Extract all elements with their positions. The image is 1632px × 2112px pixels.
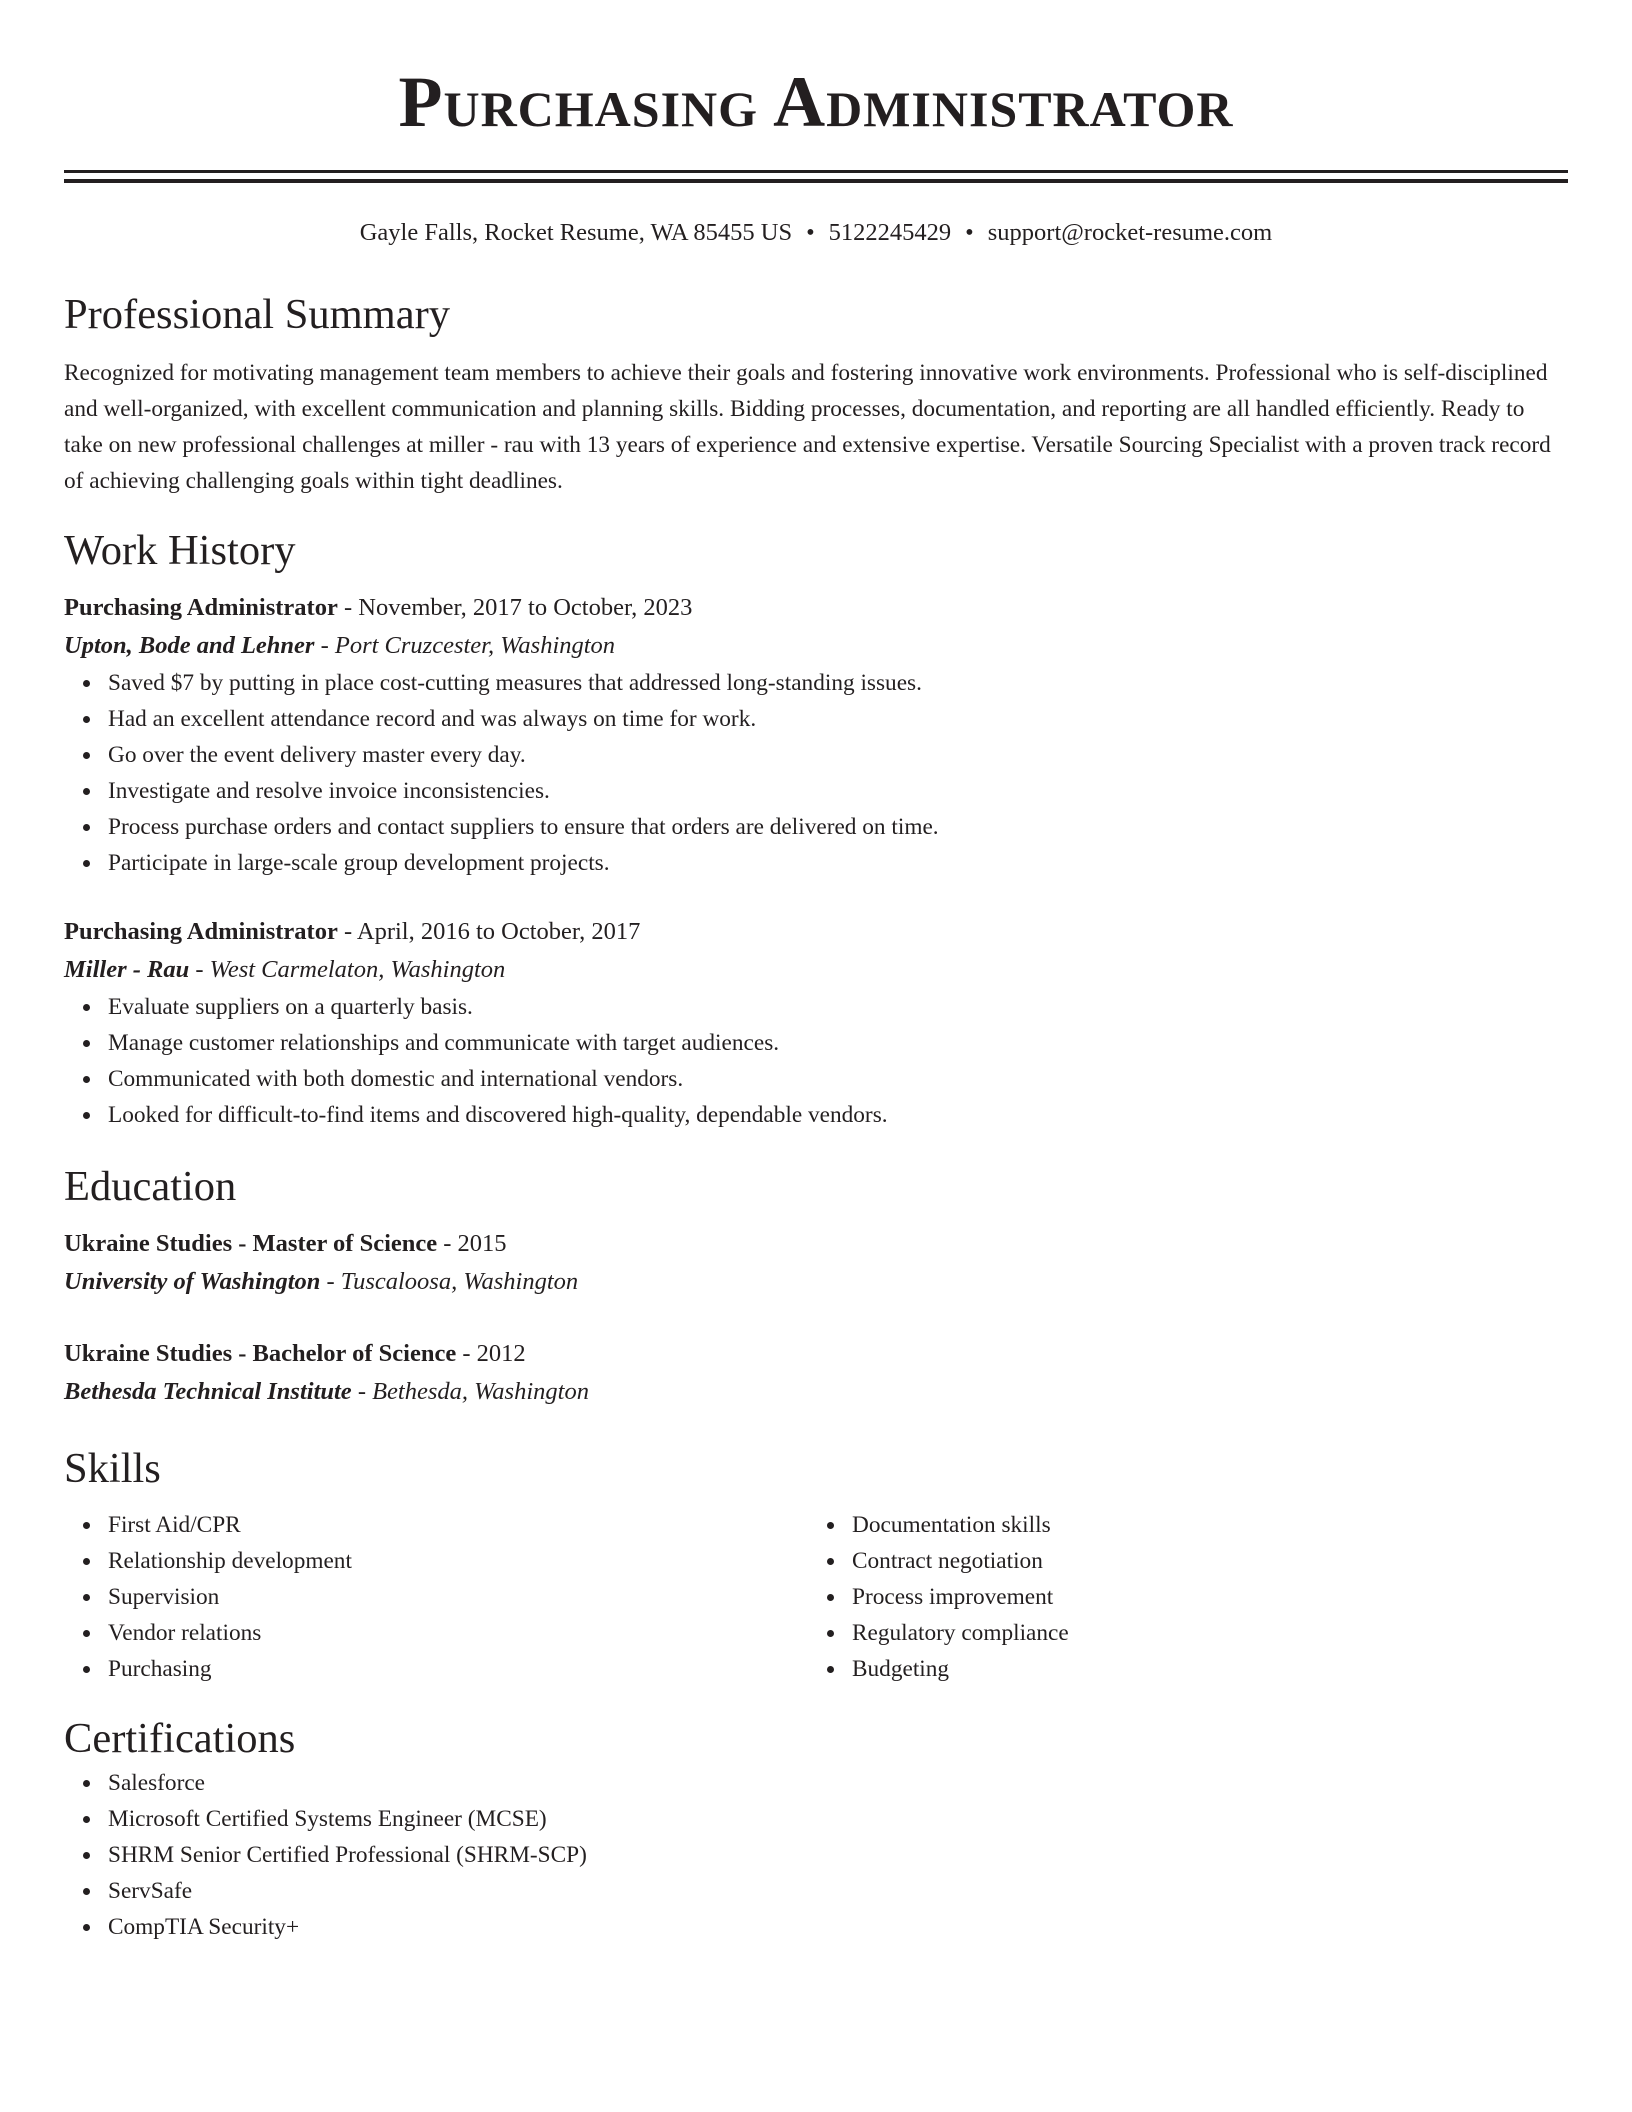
section-heading-certifications: Certifications [64, 1715, 296, 1762]
contact-separator: • [965, 219, 974, 246]
list-item: Participate in large-scale group development projects. [108, 845, 1568, 881]
list-item: Microsoft Certified Systems Engineer (MCSE) [108, 1801, 1568, 1837]
job-company-line [64, 951, 1568, 989]
section-heading-summary: Professional Summary [64, 291, 451, 338]
list-item: Looked for difficult-to-find items and discovered high-quality, dependable vendors. [108, 1097, 1568, 1133]
job-duties-list [64, 989, 1568, 1133]
contact-phone: 5122245429 [828, 219, 952, 246]
school-line [64, 1373, 1568, 1411]
list-item: Process purchase orders and contact suppliers to ensure that orders are delivered on time. [108, 809, 1568, 845]
contact-separator: • [806, 219, 815, 246]
degree-year: - 2012 [456, 1340, 526, 1367]
list-item: Documentation skills [852, 1507, 1552, 1543]
degree-line [64, 1335, 1568, 1373]
list-item: Budgeting [852, 1651, 1552, 1687]
school-line [64, 1263, 1568, 1301]
resume-title: Purchasing Administrator [398, 62, 1234, 142]
school-location: - Bethesda, Washington [351, 1378, 589, 1405]
list-item: Go over the event delivery master every day. [108, 737, 1568, 773]
skills-list [808, 1507, 1552, 1687]
degree-year: - 2015 [437, 1230, 507, 1257]
degree: Ukraine Studies - Master of Science [64, 1230, 438, 1257]
list-item: Had an excellent attendance record and was always on time for work. [108, 701, 1568, 737]
contact-address: Gayle Falls, Rocket Resume, WA 85455 US [359, 219, 793, 246]
degree-line [64, 1225, 1568, 1263]
summary-text: Recognized for motivating management team members to achieve their goals and fostering innovative work environments. Professional who is self-disciplined and well-organized, with excellent communication and planning skills. Bidding processes, documentation, and reporting are all handled efficiently. Ready to take on new professional challenges at miller - rau with 13 years of experience and extensive expertise. Versatile Sourcing Specialist with a proven track record of achieving challenging goals within tight deadlines. [64, 360, 1551, 494]
list-item: ServSafe [108, 1873, 1568, 1909]
skills-column-right [808, 1507, 1552, 1687]
job-title-line [64, 589, 1568, 627]
list-item: SHRM Senior Certified Professional (SHRM-SCP) [108, 1837, 1568, 1873]
school: University of Washington [64, 1268, 321, 1295]
job-company: Miller - Rau [64, 956, 190, 983]
degree: Ukraine Studies - Bachelor of Science [64, 1340, 457, 1367]
school-location: - Tuscaloosa, Washington [320, 1268, 579, 1295]
list-item: Regulatory compliance [852, 1615, 1552, 1651]
contact-email: support@rocket-resume.com [987, 219, 1273, 246]
list-item: Evaluate suppliers on a quarterly basis. [108, 989, 1568, 1025]
job-title: Purchasing Administrator [64, 594, 338, 621]
list-item: Vendor relations [108, 1615, 808, 1651]
skills-column-left [64, 1507, 808, 1687]
certifications-list [64, 1765, 1568, 1945]
skills-grid [64, 1507, 1568, 1687]
list-item: Saved $7 by putting in place cost-cutting measures that addressed long-standing issues. [108, 665, 1568, 701]
list-item: Process improvement [852, 1579, 1552, 1615]
job-dates: - April, 2016 to October, 2017 [337, 918, 641, 945]
contact-line [64, 217, 1568, 249]
title-divider-bottom [64, 179, 1568, 183]
list-item: Salesforce [108, 1765, 1568, 1801]
job-dates: - November, 2017 to October, 2023 [337, 594, 693, 621]
list-item: Supervision [108, 1579, 808, 1615]
list-item: CompTIA Security+ [108, 1909, 1568, 1945]
list-item: Contract negotiation [852, 1543, 1552, 1579]
list-item: Communicated with both domestic and international vendors. [108, 1061, 1568, 1097]
job-location: - West Carmelaton, Washington [189, 956, 506, 983]
skills-list [64, 1507, 808, 1687]
school: Bethesda Technical Institute [64, 1378, 352, 1405]
section-heading-skills: Skills [64, 1445, 161, 1492]
section-heading-work-history: Work History [64, 527, 296, 574]
list-item: Relationship development [108, 1543, 808, 1579]
list-item: Investigate and resolve invoice inconsistencies. [108, 773, 1568, 809]
job-duties-list [64, 665, 1568, 881]
job-location: - Port Cruzcester, Washington [314, 632, 616, 659]
job-title: Purchasing Administrator [64, 918, 338, 945]
section-heading-education: Education [64, 1163, 237, 1210]
job-company-line [64, 627, 1568, 665]
list-item: First Aid/CPR [108, 1507, 808, 1543]
title-divider-top [64, 170, 1568, 173]
list-item: Manage customer relationships and communicate with target audiences. [108, 1025, 1568, 1061]
job-title-line [64, 913, 1568, 951]
list-item: Purchasing [108, 1651, 808, 1687]
job-company: Upton, Bode and Lehner [64, 632, 315, 659]
